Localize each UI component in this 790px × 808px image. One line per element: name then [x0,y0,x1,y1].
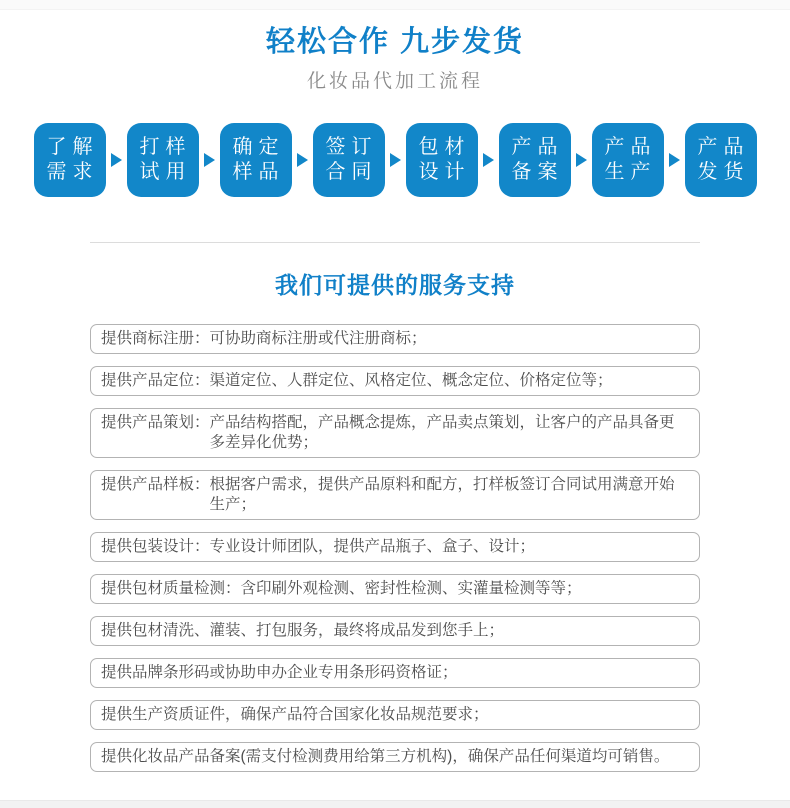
service-row-content: 提供包材清洗、灌装、打包服务，最终将成品发到您手上； [101,622,505,640]
service-row [90,324,700,354]
page-header [0,0,790,93]
step-box-6 [499,123,571,197]
section-divider [90,242,700,243]
service-row [90,470,700,520]
service-row-content: 提供化妆品产品备案(需支付检测费用给第三方机构)，确保产品任何渠道均可销售。 [101,748,670,766]
arrow-right-icon [576,153,587,167]
page-title: 轻松合作 九步发货 [265,26,525,58]
services-list [90,324,700,772]
step-line: 样品 [232,161,285,184]
page-subtitle: 化妆品代加工流程 [306,71,483,93]
step-box-2 [127,123,199,197]
service-row-content: 提供品牌条形码或协助申办企业专用条形码资格证； [101,664,458,682]
service-row [90,616,700,646]
service-row-content: 产品结构搭配，产品概念提炼，产品卖点策划，让客户的产品具备更多差异化优势； [209,414,675,452]
service-row [90,658,700,688]
services-heading: 我们可提供的服务支持 [275,272,515,299]
service-row [90,408,700,458]
step-box-3 [220,123,292,197]
step-line: 了解 [46,136,99,159]
step-line: 需求 [46,161,99,184]
service-row [90,532,700,562]
step-box-8 [685,123,757,197]
service-row-label: 提供商标注册： [101,330,210,348]
arrow-right-icon [483,153,494,167]
service-row [90,366,700,396]
step-line: 生产 [604,161,657,184]
service-row [90,700,700,730]
service-row-label: 提供产品策划： [101,414,210,432]
service-row-label: 提供产品样板： [101,476,210,494]
step-line: 试用 [139,161,192,184]
arrow-right-icon [111,153,122,167]
step-line: 签订 [325,136,378,159]
service-row-content: 专业设计师团队，提供产品瓶子、盒子、设计； [209,538,536,556]
arrow-right-icon [669,153,680,167]
step-box-4 [313,123,385,197]
step-line: 确定 [232,136,285,159]
step-line: 合同 [325,161,378,184]
step-line: 打样 [139,136,192,159]
step-box-1 [34,123,106,197]
service-row-content: 可协助商标注册或代注册商标； [209,330,427,348]
arrow-right-icon [204,153,215,167]
service-row [90,742,700,772]
service-row [90,574,700,604]
bottom-section-band [0,800,790,808]
process-flow [0,123,790,197]
step-line: 产品 [511,136,564,159]
step-line: 产品 [697,136,750,159]
service-row-content: 渠道定位、人群定位、风格定位、概念定位、价格定位等； [209,372,613,390]
step-line: 发货 [697,161,750,184]
step-line: 设计 [418,161,471,184]
service-row-content: 根据客户需求，提供产品原料和配方，打样板签订合同试用满意开始生产； [209,476,675,514]
service-row-label: 提供产品定位： [101,372,210,390]
arrow-right-icon [297,153,308,167]
step-line: 包材 [418,136,471,159]
arrow-right-icon [390,153,401,167]
step-line: 产品 [604,136,657,159]
step-box-5 [406,123,478,197]
service-row-content: 提供生产资质证件，确保产品符合国家化妆品规范要求； [101,706,489,724]
service-row-label: 提供包装设计： [101,538,210,556]
step-line: 备案 [511,161,564,184]
service-row-label: 提供包材质量检测： [101,580,241,598]
top-divider-band [0,0,790,10]
service-row-content: 含印刷外观检测、密封性检测、实灌量检测等等； [240,580,582,598]
step-box-7 [592,123,664,197]
